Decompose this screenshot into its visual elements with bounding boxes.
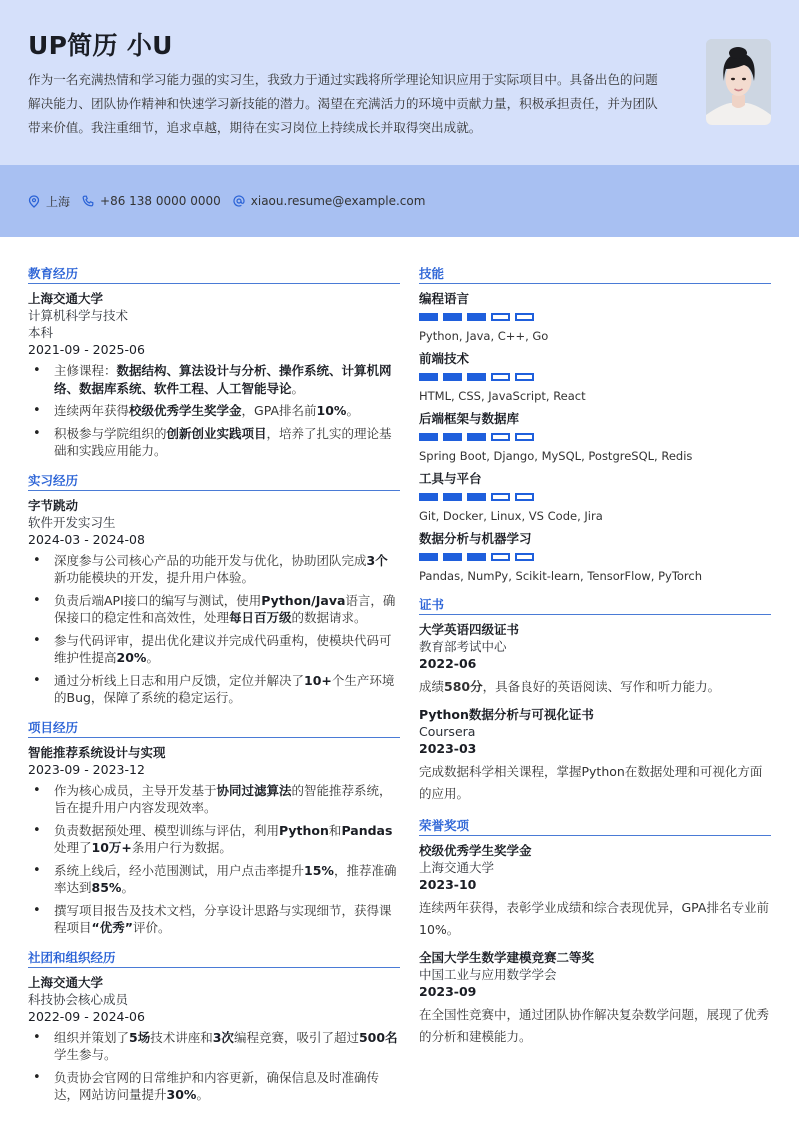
award-list bbox=[419, 842, 771, 1048]
award-entry bbox=[419, 842, 771, 941]
bullet-item: • 系统上线后，经小范围测试，用户点击率提升15%，推荐准确率达到85%。 bbox=[28, 862, 400, 897]
bullet-list bbox=[28, 362, 400, 460]
skill-name: 数据分析与机器学习 bbox=[419, 531, 532, 546]
skill-keywords: Git, Docker, Linux, VS Code, Jira bbox=[419, 509, 603, 523]
email-at-icon bbox=[233, 195, 245, 207]
section-title: 教育经历 bbox=[28, 265, 400, 284]
email-text: xiaou.resume@example.com bbox=[250, 194, 426, 208]
level-filled bbox=[467, 433, 486, 441]
avatar bbox=[706, 39, 771, 125]
skill-level-bar bbox=[419, 433, 771, 441]
level-filled bbox=[443, 433, 462, 441]
organizations-section bbox=[28, 949, 400, 1104]
skills-list bbox=[419, 290, 771, 584]
school-name: 上海交通大学 bbox=[28, 291, 104, 306]
left-column bbox=[28, 265, 400, 1116]
level-filled bbox=[419, 553, 438, 561]
organization-name: 上海交通大学 bbox=[28, 974, 104, 990]
level-filled bbox=[443, 553, 462, 561]
location-text: 上海 bbox=[46, 194, 71, 209]
contact-phone[interactable] bbox=[82, 194, 221, 208]
award-name: 校级优秀学生奖学金 bbox=[419, 843, 532, 858]
location-pin-icon bbox=[28, 195, 40, 208]
date: 2023-03 bbox=[419, 741, 477, 756]
award-name: 全国大学生数学建模竞赛二等奖 bbox=[419, 950, 595, 965]
job-role: 软件开发实习生 bbox=[28, 514, 116, 530]
bullet-item: • 撰写项目报告及技术文档，分享设计思路与实现细节，获得课程项目“优秀”评价。 bbox=[28, 902, 400, 937]
level-filled bbox=[419, 313, 438, 321]
certificate-issuer: 教育部考试中心 bbox=[419, 639, 507, 654]
education-section bbox=[28, 265, 400, 460]
certificate-entry bbox=[419, 621, 771, 698]
skill-name: 前端技术 bbox=[419, 351, 470, 366]
certificate-name: 大学英语四级证书 bbox=[419, 622, 520, 637]
level-filled bbox=[467, 313, 486, 321]
level-filled bbox=[443, 313, 462, 321]
major: 计算机科学与技术 bbox=[28, 308, 129, 323]
date: 2022-06 bbox=[419, 656, 477, 671]
section-title: 项目经历 bbox=[28, 719, 400, 738]
bullet-item: • 连续两年获得校级优秀学生奖学金，GPA排名前10%。 bbox=[28, 402, 400, 420]
level-filled bbox=[467, 493, 486, 501]
certificate-description: 完成数据科学相关课程，掌握Python在数据处理和可视化方面的应用。 bbox=[419, 764, 763, 801]
portrait-image bbox=[706, 39, 771, 125]
skill-name: 编程语言 bbox=[419, 291, 470, 306]
bullet-item: • 负责后端API接口的编写与测试，使用Python/Java语言，确保接口的稳定性和高效性，处理每日百万级的数据请求。 bbox=[28, 592, 400, 627]
skill-name: 后端框架与数据库 bbox=[419, 411, 520, 426]
company-name: 字节跳动 bbox=[28, 497, 79, 513]
level-filled bbox=[419, 373, 438, 381]
level-filled bbox=[467, 373, 486, 381]
skill-item bbox=[419, 350, 771, 404]
date: 2023-09 bbox=[419, 984, 477, 999]
bullet-item: • 积极参与学院组织的创新创业实践项目，培养了扎实的理论基础和实践应用能力。 bbox=[28, 425, 400, 460]
level-filled bbox=[467, 553, 486, 561]
skill-item bbox=[419, 470, 771, 524]
level-empty bbox=[491, 433, 510, 441]
skill-item bbox=[419, 290, 771, 344]
certificate-name: Python数据分析与可视化证书 bbox=[419, 707, 594, 722]
date-range: 2022-09 - 2024-06 bbox=[28, 1008, 145, 1024]
skill-level-bar bbox=[419, 373, 771, 381]
certificate-issuer: Coursera bbox=[419, 724, 476, 739]
bullet-item: • 参与代码评审，提出优化建议并完成代码重构，使模块代码可维护性提高20%。 bbox=[28, 632, 400, 667]
date: 2023-10 bbox=[419, 877, 477, 892]
award-description: 连续两年获得，表彰学业成绩和综合表现优异，GPA排名专业前10%。 bbox=[419, 900, 769, 937]
skill-level-bar bbox=[419, 313, 771, 321]
award-description: 在全国性竞赛中，通过团队协作解决复杂数学问题，展现了优秀的分析和建模能力。 bbox=[419, 1007, 770, 1044]
phone-icon bbox=[82, 195, 94, 207]
level-empty bbox=[515, 433, 534, 441]
contact-location bbox=[28, 193, 70, 210]
level-empty bbox=[515, 493, 534, 501]
contact-email[interactable] bbox=[233, 194, 426, 208]
section-title: 荣誉奖项 bbox=[419, 817, 771, 836]
skill-item bbox=[419, 530, 771, 584]
skill-item bbox=[419, 410, 771, 464]
level-empty bbox=[491, 313, 510, 321]
bullet-list bbox=[28, 552, 400, 707]
skill-keywords: Spring Boot, Django, MySQL, PostgreSQL, Redis bbox=[419, 449, 693, 463]
organization-role: 科技协会核心成员 bbox=[28, 991, 129, 1007]
contact-bar bbox=[0, 165, 799, 237]
award-issuer: 上海交通大学 bbox=[419, 860, 495, 875]
award-entry bbox=[419, 949, 771, 1048]
right-column bbox=[419, 265, 771, 1116]
date-range: 2024-03 - 2024-08 bbox=[28, 531, 145, 547]
skill-level-bar bbox=[419, 553, 771, 561]
bullet-list bbox=[28, 782, 400, 937]
level-empty bbox=[515, 373, 534, 381]
skill-keywords: Python, Java, C++, Go bbox=[419, 329, 549, 343]
candidate-name: UP简历 小U bbox=[28, 31, 173, 60]
bullet-item: • 负责数据预处理、模型训练与评估，利用Python和Pandas处理了10万+条用户行为数据。 bbox=[28, 822, 400, 857]
level-empty bbox=[515, 553, 534, 561]
internship-entry bbox=[28, 497, 400, 707]
internship-section bbox=[28, 472, 400, 707]
degree: 本科 bbox=[28, 325, 54, 340]
bullet-list bbox=[28, 1029, 400, 1104]
bullet-item: • 主修课程：数据结构、算法设计与分析、操作系统、计算机网络、数据库系统、软件工程、人工智能导论。 bbox=[28, 362, 400, 397]
skills-section bbox=[419, 265, 771, 584]
bullet-item: • 组织并策划了5场技术讲座和3次编程竞赛，吸引了超过500名学生参与。 bbox=[28, 1029, 400, 1064]
section-title: 技能 bbox=[419, 265, 771, 284]
skill-keywords: HTML, CSS, JavaScript, React bbox=[419, 389, 586, 403]
projects-section bbox=[28, 719, 400, 937]
section-title: 实习经历 bbox=[28, 472, 400, 491]
certificate-entry bbox=[419, 706, 771, 805]
skill-level-bar bbox=[419, 493, 771, 501]
skill-keywords: Pandas, NumPy, Scikit-learn, TensorFlow, PyTorch bbox=[419, 569, 703, 583]
project-name: 智能推荐系统设计与实现 bbox=[28, 744, 166, 760]
bullet-item: • 作为核心成员，主导开发基于协同过滤算法的智能推荐系统，旨在提升用户内容发现效率。 bbox=[28, 782, 400, 817]
level-empty bbox=[491, 493, 510, 501]
level-filled bbox=[443, 493, 462, 501]
section-title: 证书 bbox=[419, 596, 771, 615]
level-filled bbox=[419, 433, 438, 441]
certificate-list bbox=[419, 621, 771, 805]
bullet-item: • 通过分析线上日志和用户反馈，定位并解决了10+个生产环境的Bug，保障了系统的稳定运行。 bbox=[28, 672, 400, 707]
level-filled bbox=[443, 373, 462, 381]
date-range: 2021-09 - 2025-06 bbox=[28, 342, 145, 357]
skill-name: 工具与平台 bbox=[419, 471, 482, 486]
award-issuer: 中国工业与应用数学学会 bbox=[419, 967, 557, 982]
section-title: 社团和组织经历 bbox=[28, 949, 400, 968]
certificates-section bbox=[419, 596, 771, 805]
organization-entry bbox=[28, 974, 400, 1104]
phone-text: +86 138 0000 0000 bbox=[100, 194, 221, 208]
project-entry bbox=[28, 744, 400, 937]
personal-summary: 作为一名充满热情和学习能力强的实习生，我致力于通过实践将所学理论知识应用于实际项目中。具备出色的问题解决能力、团队协作精神和快速学习新技能的潜力。渴望在充满活力的环境中贡献力量，积极承担责任，并为团队带来价值。我注重细节，追求卓越，期待在实习岗位上持续成长并取得突出成就。 bbox=[28, 72, 658, 135]
level-filled bbox=[419, 493, 438, 501]
level-empty bbox=[491, 553, 510, 561]
awards-section bbox=[419, 817, 771, 1048]
certificate-description: 成绩580分，具备良好的英语阅读、写作和听力能力。 bbox=[419, 679, 721, 694]
education-entry bbox=[28, 290, 400, 460]
bullet-item: • 负责协会官网的日常维护和内容更新，确保信息及时准确传达，网站访问量提升30%。 bbox=[28, 1069, 400, 1104]
resume-header bbox=[0, 0, 799, 165]
bullet-item: • 深度参与公司核心产品的功能开发与优化，协助团队完成3个新功能模块的开发，提升用户体验。 bbox=[28, 552, 400, 587]
date-range: 2023-09 - 2023-12 bbox=[28, 761, 145, 777]
level-empty bbox=[515, 313, 534, 321]
level-empty bbox=[491, 373, 510, 381]
